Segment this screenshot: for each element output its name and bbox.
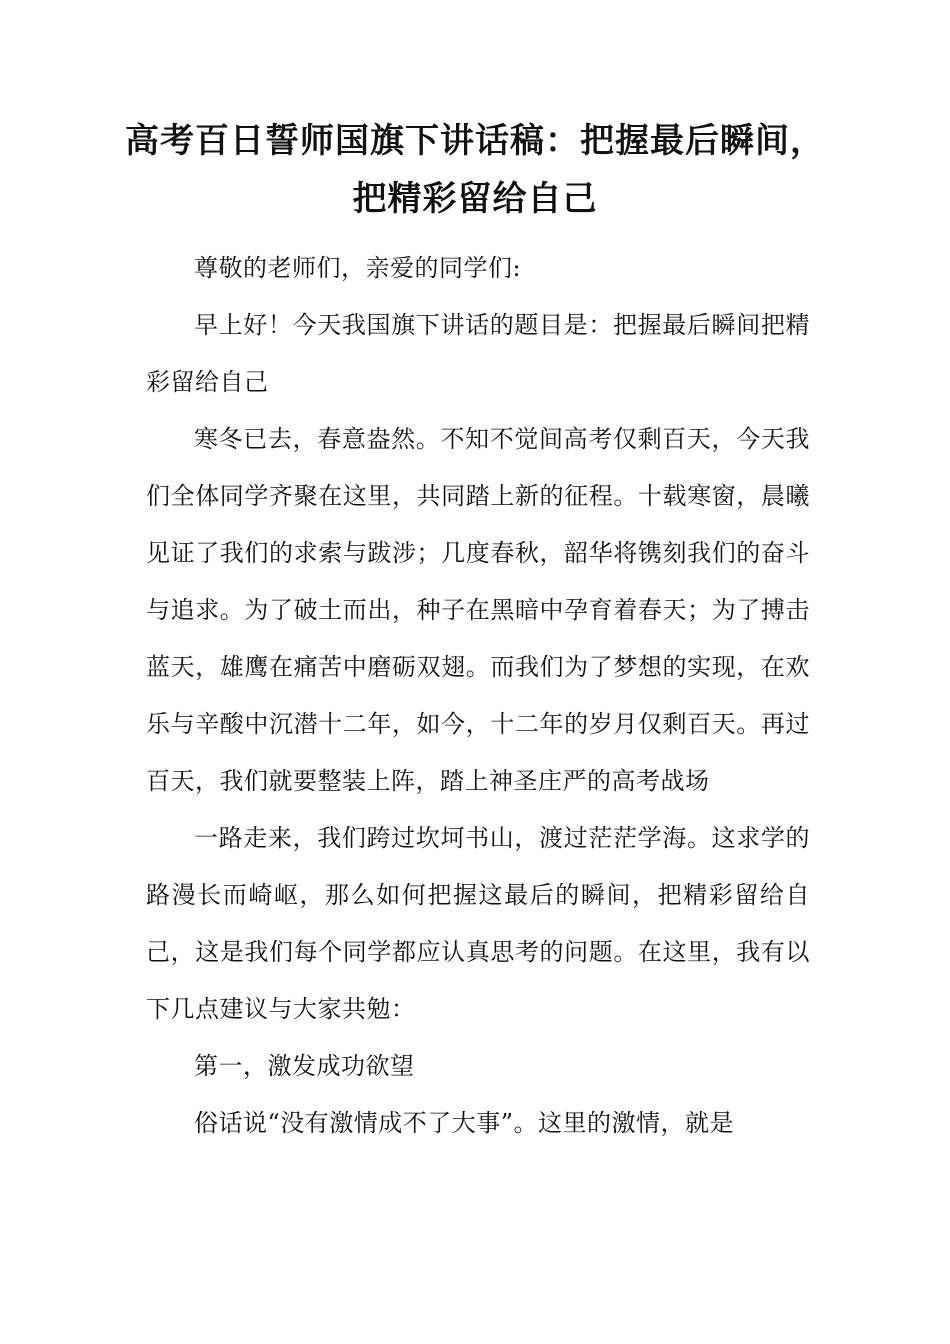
- document-body: [146, 240, 810, 1152]
- paragraph-greeting: 早上好！今天我国旗下讲话的题目是：把握最后瞬间把精彩留给自己: [146, 311, 810, 396]
- document-title: 高考百日誓师国旗下讲话稿：把握最后瞬间，把精彩留给自己: [125, 121, 825, 219]
- paragraph-point-one-heading: 第一，激发成功欲望: [194, 1052, 415, 1080]
- paragraph-point-one-body: 俗话说“没有激情成不了大事”。这里的激情，就是: [194, 1109, 735, 1137]
- paragraph-reflection: 一路走来，我们跨过坎坷书山，渡过茫茫学海。这求学的路漫长而崎岖，那么如何把握这最后的瞬间，把精彩留给自己，这是我们每个同学都应认真思考的问题。在这里，我有以下几点建议与大家共勉：: [146, 824, 810, 1023]
- paragraph-salutation: 尊敬的老师们，亲爱的同学们:: [194, 254, 522, 282]
- paragraph-intro: 寒冬已去，春意盎然。不知不觉间高考仅剩百天，今天我们全体同学齐聚在这里，共同踏上新的征程。十载寒窗，晨曦见证了我们的求索与跋涉；几度春秋，韶华将镌刻我们的奋斗与追求。为了破土而出，种子在黑暗中孕育着春天；为了搏击蓝天，雄鹰在痛苦中磨砺双翅。而我们为了梦想的实现，在欢乐与辛酸中沉潜十二年，如今，十二年的岁月仅剩百天。再过百天，我们就要整装上阵，踏上神圣庄严的高考战场: [146, 425, 810, 795]
